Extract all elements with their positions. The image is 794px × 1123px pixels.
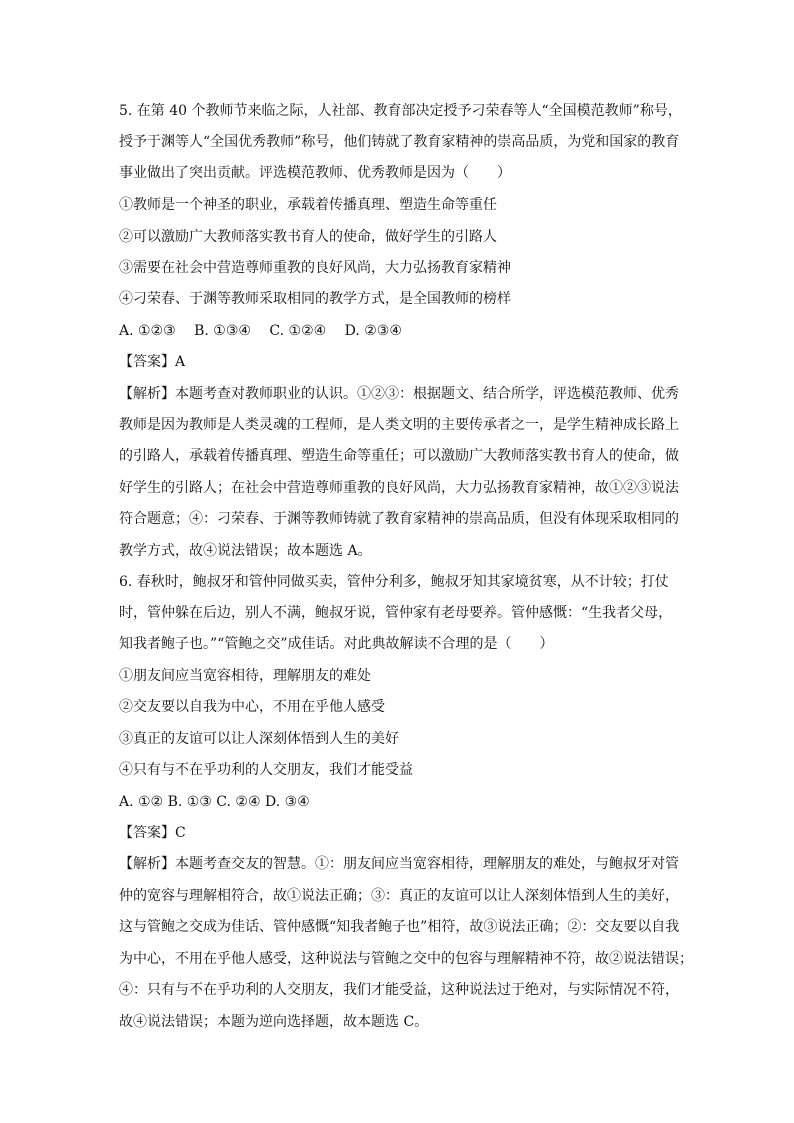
q5-option-1: ①教师是一个神圣的职业，承载着传播真理、塑造生命等重任 bbox=[119, 197, 497, 213]
q5-choices: A. ①②③ B. ①③④ C. ①②④ D. ②③④ bbox=[119, 323, 402, 339]
q6-stem-line-3: 知我者鲍子也。”“管鲍之交”成佳话。对此典故解读不合理的是（ ） bbox=[119, 636, 554, 652]
q5-stem-line-1: 5. 在第 40 个教师节来临之际，人社部、教育部决定授予刁荣春等人“全国模范教师”称号， bbox=[119, 103, 682, 119]
q5-analysis-line-3: 的引路人，承载着传播真理、塑造生命等重任；可以激励广大教师落实教书育人的使命，做 bbox=[119, 448, 679, 464]
q6-analysis-line-1: 【解析】本题考查交友的智慧。①：朋友间应当宽容相待，理解朋友的难处，与鲍叔牙对管 bbox=[119, 856, 679, 872]
q6-choices: A. ①② B. ①③ C. ②④ D. ③④ bbox=[119, 794, 310, 810]
q6-stem-line-2: 时，管仲躲在后边，别人不满，鲍叔牙说，管仲家有老母要养。管仲感慨：“生我者父母， bbox=[119, 605, 673, 621]
q5-option-4: ④刁荣春、于渊等教师采取相同的教学方式，是全国教师的榜样 bbox=[119, 291, 511, 307]
q6-answer: 【答案】C bbox=[119, 825, 186, 841]
q6-stem-line-1: 6. 春秋时，鲍叔牙和管仲同做买卖，管仲分利多，鲍叔牙知其家境贫寒，从不计较；打仗 bbox=[119, 574, 669, 590]
q6-analysis-line-6: 故④说法错误；本题为逆向选择题，故本题选 C。 bbox=[119, 1014, 429, 1030]
q6-option-1: ①朋友间应当宽容相待，理解朋友的难处 bbox=[119, 668, 371, 684]
q6-analysis-line-4: 为中心，不用在乎他人感受，这种说法与管鲍之交中的包容与理解精神不符，故②说法错误； bbox=[119, 951, 693, 967]
q6-option-3: ③真正的友谊可以让人深刻体悟到人生的美好 bbox=[119, 731, 399, 747]
q5-analysis-line-6: 教学方式，故④说法错误；故本题选 A。 bbox=[119, 543, 372, 559]
q5-option-2: ②可以激励广大教师落实教书育人的使命，做好学生的引路人 bbox=[119, 229, 497, 245]
q5-answer: 【答案】A bbox=[119, 354, 186, 370]
q6-analysis-line-5: ④：只有与不在乎功利的人交朋友，我们才能受益，这种说法过于绝对，与实际情况不符， bbox=[119, 982, 679, 998]
q5-analysis-line-5: 符合题意；④：刁荣春、于渊等教师铸就了教育家精神的崇高品质，但没有体现采取相同的 bbox=[119, 511, 679, 527]
q5-analysis-line-1: 【解析】本题考查对教师职业的认识。①②③：根据题文、结合所学，评选模范教师、优秀 bbox=[119, 386, 679, 402]
q6-analysis-line-3: 这与管鲍之交成为佳话、管仲感慨“知我者鲍子也”相符，故③说法正确；②：交友要以自我 bbox=[119, 919, 680, 935]
q6-option-4: ④只有与不在乎功利的人交朋友，我们才能受益 bbox=[119, 762, 413, 778]
q6-analysis-line-2: 仲的宽容与理解相符合，故①说法正确；③：真正的友谊可以让人深刻体悟到人生的美好， bbox=[119, 888, 679, 904]
q5-analysis-line-4: 好学生的引路人；在社会中营造尊师重教的良好风尚，大力弘扬教育家精神，故①②③说法 bbox=[119, 480, 679, 496]
q5-stem-line-3: 事业做出了突出贡献。评选模范教师、优秀教师是因为（ ） bbox=[119, 165, 511, 181]
q5-stem-line-2: 授予于渊等人“全国优秀教师”称号，他们铸就了教育家精神的崇高品质，为党和国家的教育 bbox=[119, 134, 680, 150]
q5-option-3: ③需要在社会中营造尊师重教的良好风尚，大力弘扬教育家精神 bbox=[119, 260, 511, 276]
q5-analysis-line-2: 教师是因为教师是人类灵魂的工程师，是人类文明的主要传承者之一，是学生精神成长路上 bbox=[119, 417, 679, 433]
q6-option-2: ②交友要以自我为中心，不用在乎他人感受 bbox=[119, 699, 385, 715]
